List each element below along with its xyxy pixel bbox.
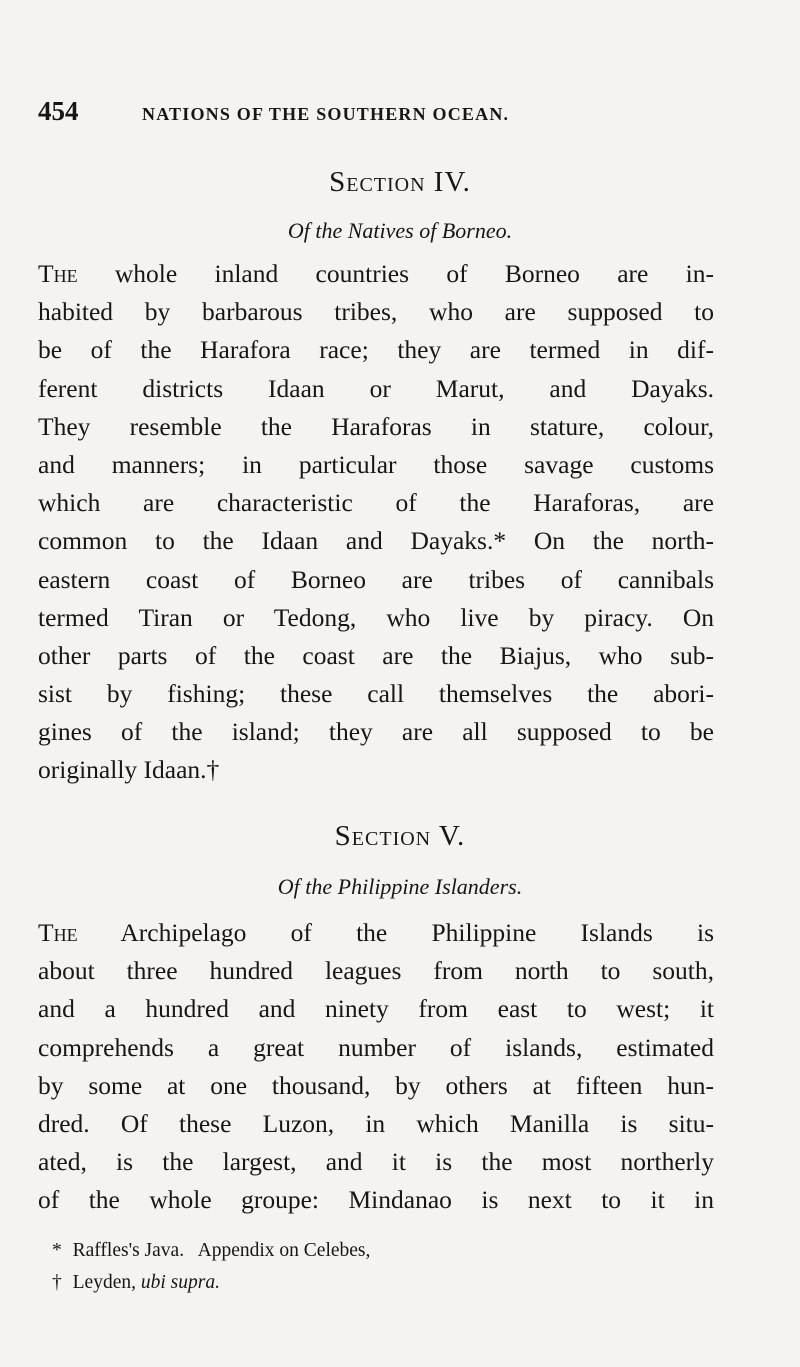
paragraph-line: about three hundred leagues from north to south,: [38, 956, 714, 986]
footnote-mark: †: [52, 1272, 62, 1293]
paragraph-line: sist by fishing; these call themselves the abori-: [38, 679, 714, 709]
section-5-heading: Section V.: [334, 820, 466, 852]
running-title: NATIONS OF THE SOUTHERN OCEAN.: [142, 104, 510, 124]
paragraph-line: gines of the island; they are all supposed to be: [38, 717, 714, 747]
section-4-paragraph: [38, 255, 714, 790]
paragraph-line: They resemble the Haraforas in stature, colour,: [38, 411, 714, 441]
section-4-heading: Section IV.: [329, 166, 471, 198]
footnote: [52, 1269, 220, 1297]
footnote-text: Leyden,: [72, 1272, 136, 1293]
page-header: [38, 96, 728, 136]
footnote-mark: *: [52, 1240, 62, 1261]
lead-word: The: [38, 259, 78, 288]
footnote-italic: ubi supra.: [140, 1272, 220, 1293]
paragraph-line: eastern coast of Borneo are tribes of cannibals: [38, 564, 714, 594]
paragraph-line: The Archipelago of the Philippine Islands is: [38, 918, 714, 947]
footnote-text: Raffles's Java. Appendix on Celebes,: [72, 1240, 371, 1261]
paragraph-line: other parts of the coast are the Biajus, who sub-: [38, 640, 714, 670]
paragraph-line: common to the Idaan and Dayaks.* On the north-: [38, 526, 714, 556]
paragraph-line: and manners; in particular those savage customs: [38, 449, 714, 479]
page-number: 454: [38, 96, 79, 126]
paragraph-line: which are characteristic of the Haraforas, are: [38, 488, 714, 518]
section-5-paragraph: [38, 914, 714, 1220]
paragraph-line: by some at one thousand, by others at fifteen hun-: [38, 1070, 714, 1100]
paragraph-line: dred. Of these Luzon, in which Manilla is situ-: [38, 1108, 714, 1138]
paragraph-line: of the whole groupe: Mindanao is next to it in: [38, 1185, 714, 1215]
paragraph-line: originally Idaan.†: [38, 755, 220, 785]
lead-word: The: [38, 918, 78, 947]
paragraph-line: The whole inland countries of Borneo are in-: [38, 259, 714, 288]
paragraph-line: ferent districts Idaan or Marut, and Dayaks.: [38, 373, 714, 403]
paragraph-line: and a hundred and ninety from east to west; it: [38, 994, 714, 1024]
footnote: [52, 1237, 370, 1265]
paragraph-line: ated, is the largest, and it is the most northerly: [38, 1147, 714, 1177]
paragraph-line: habited by barbarous tribes, who are supposed to: [38, 297, 714, 327]
paragraph-line: be of the Harafora race; they are termed in dif-: [38, 335, 714, 365]
paragraph-line: termed Tiran or Tedong, who live by piracy. On: [38, 602, 714, 632]
section-5-subheading: Of the Philippine Islanders.: [277, 874, 523, 899]
paragraph-line: comprehends a great number of islands, estimated: [38, 1032, 714, 1062]
section-4-subheading: Of the Natives of Borneo.: [287, 218, 513, 243]
